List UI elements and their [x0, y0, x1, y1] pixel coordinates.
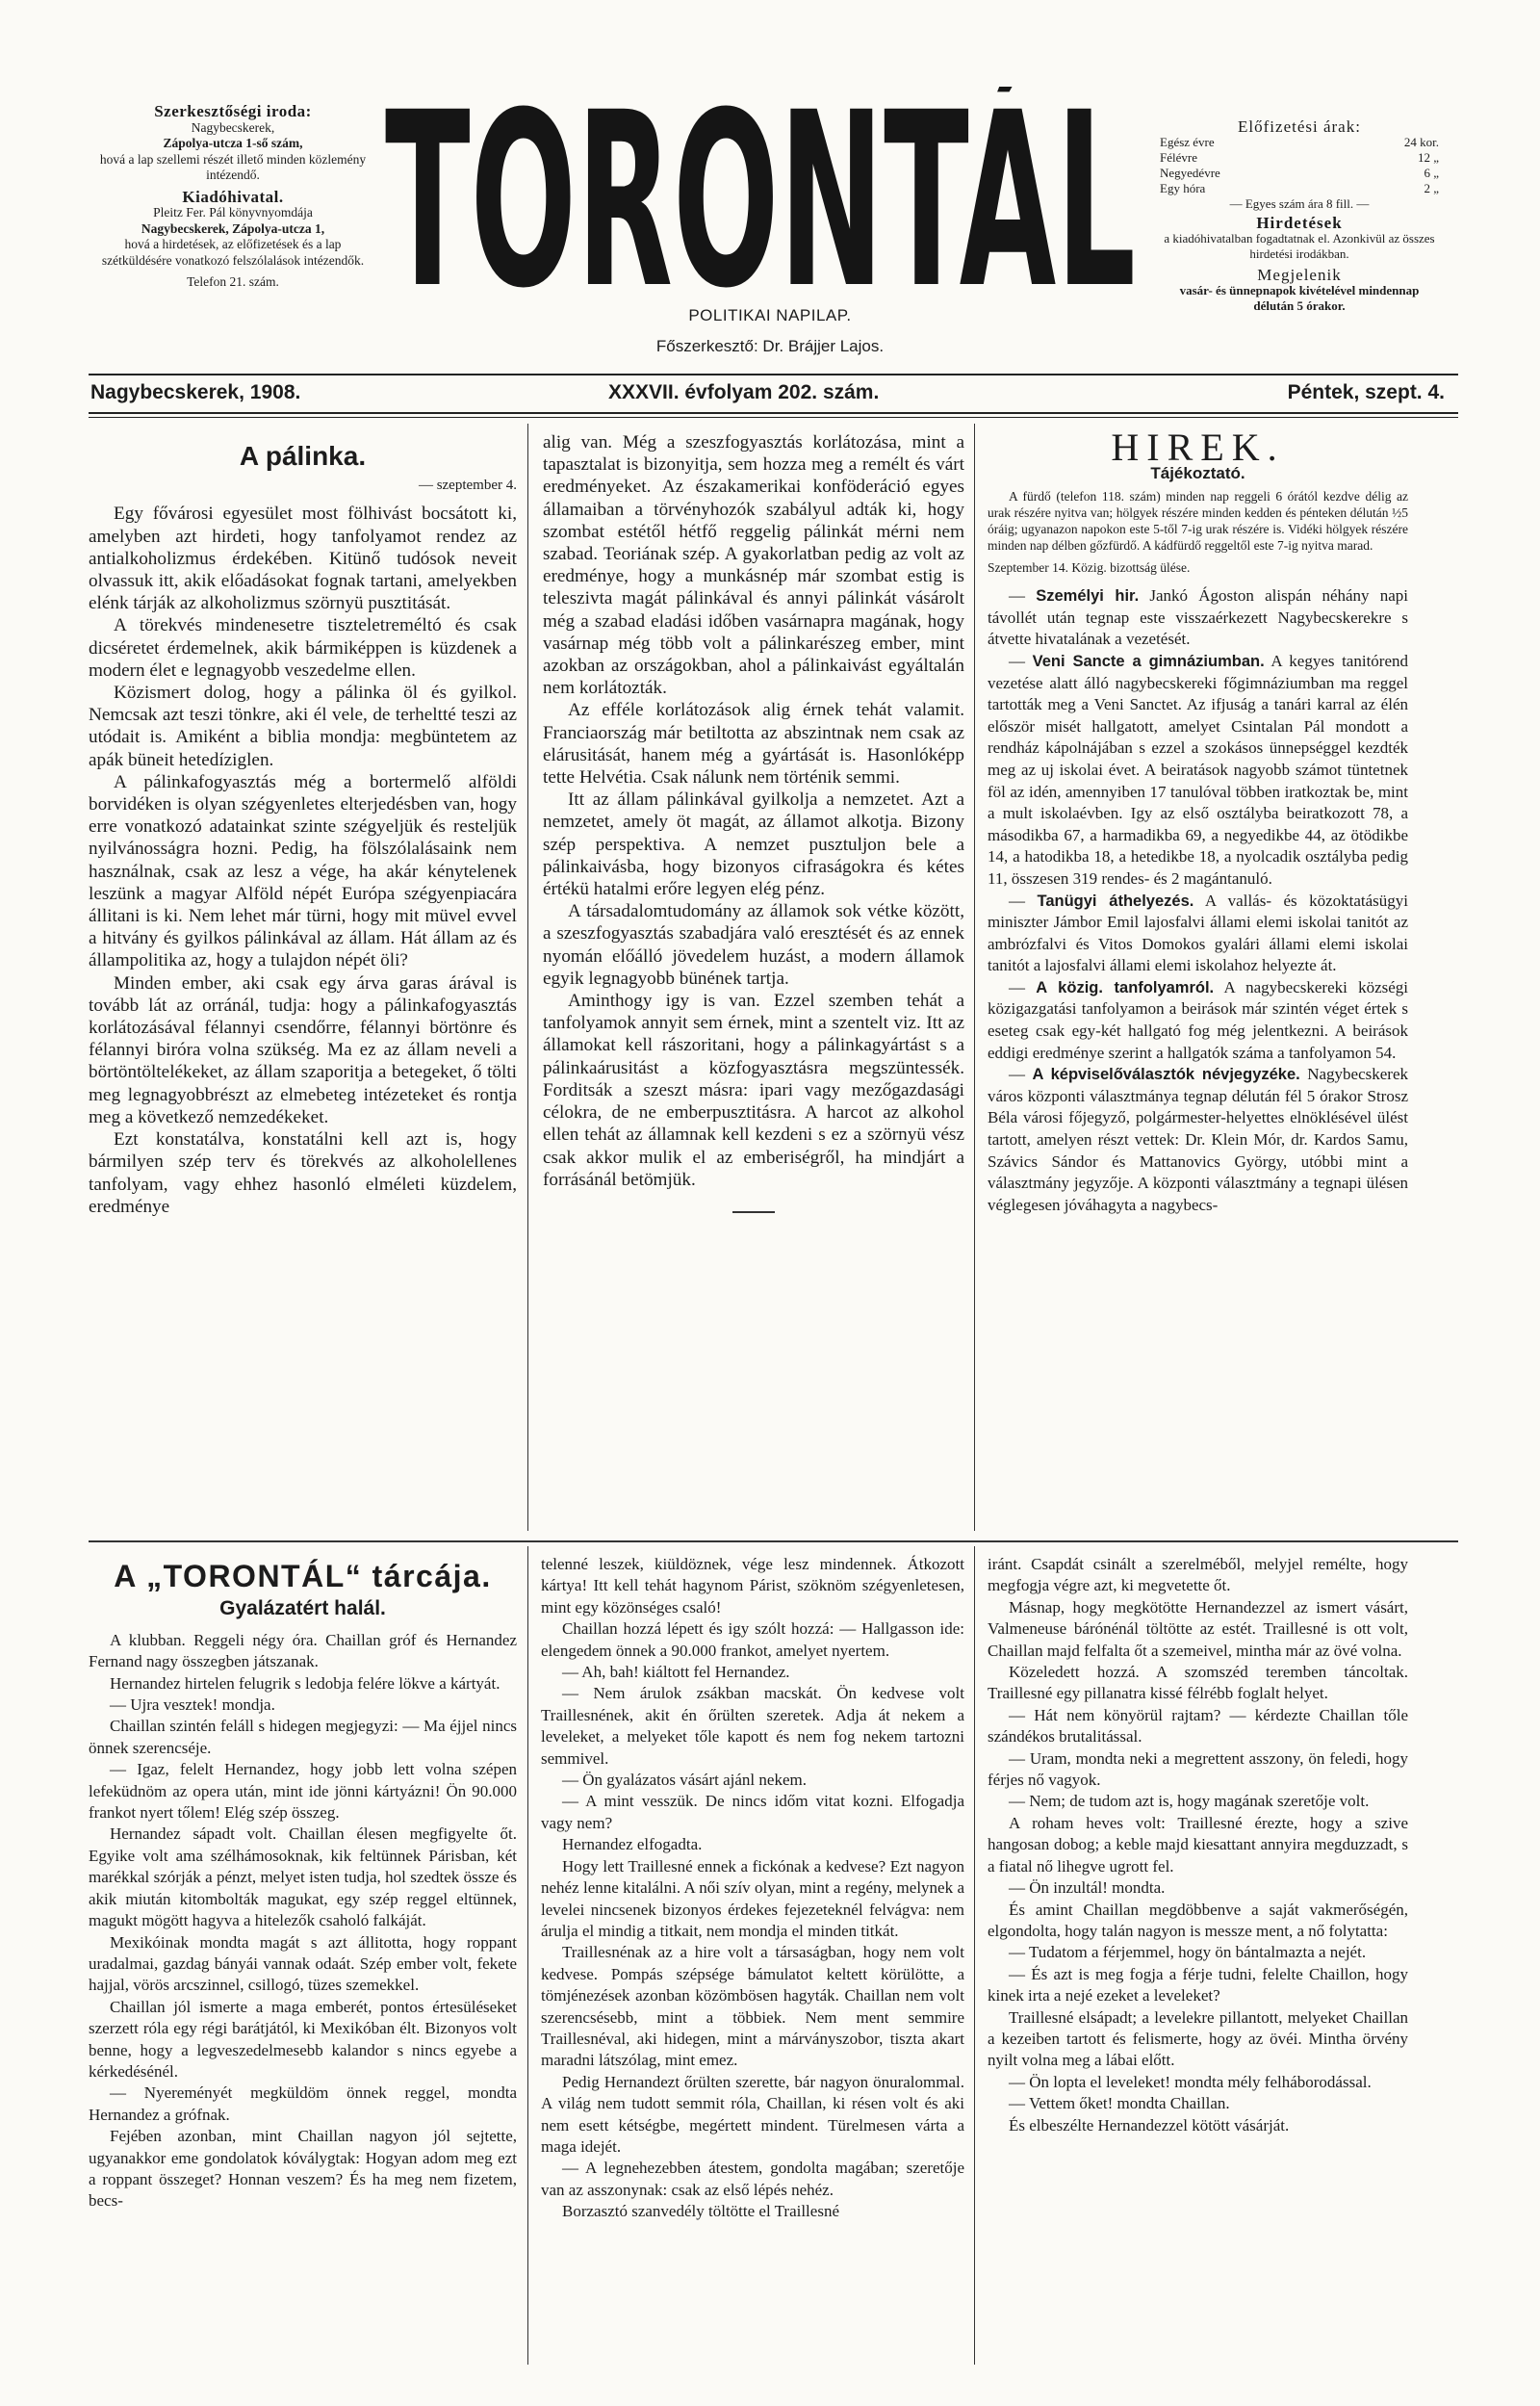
- paragraph: Itt az állam pálinkával gyilkolja a nemzetet. Azt a nemzetet, amely öt magát, az államot alkotja. Bizony szép perspektiva. A nemzet pusztuljon bele a pálinkaivásba, hogy bizonyos cifraságokra és kétes értékü hatalmi erőre legyen elég pénz.: [543, 789, 964, 900]
- feuilleton-col3: [988, 1554, 1408, 2136]
- news-item: — A közig. tanfolyamról. A nagybecskereki községi közigazgatási tanfolyamon a beirások már szintén véget értek s eseteg csak egy-két hallgató fog még jelentkezni. A beirások eddigi eredménye szerint a hallgatók száma a tanfolyamon 54.: [988, 977, 1409, 1062]
- paragraph: — Ujra vesztek! mondja.: [110, 1695, 275, 1715]
- paragraph: A társadalomtudomány az államok sok vétke között, a szeszfogyasztás szabadjára való eresztését és az ennek nyomán előálló jövedelem huzást, a modern államok egyik legnagyobb bünének tartja.: [543, 901, 964, 989]
- news-lead: Személyi hir.: [1036, 587, 1140, 606]
- volume-number: XXXVII. évfolyam 202. szám.: [608, 381, 880, 403]
- top-rule: [89, 374, 1458, 375]
- publisher-office-heading: Kiadóhivatal.: [182, 187, 284, 206]
- paragraph: Hernandez sápadt volt. Chaillan élesen megfigyelte őt. Egyike volt ama szélhámosoknak, kik feltünnek Párisban, két marékkal szórják a pénzt, melyet isten tudja, hol szedtek össze és akik miután kitombolták magukat, egy szép reggel eltünnek, magukt mögött hagyva a hitelezők csaholó falkáját.: [89, 1824, 517, 1930]
- paragraph: Borzasztó szanvedély töltötte el Traillesné: [562, 2202, 839, 2221]
- paragraph: — A legnehezebben átestem, gondolta magában; szeretője van az asszonynak: csak az első lépés nehéz.: [541, 2159, 964, 2199]
- price-row: [1160, 166, 1439, 181]
- news-text: A vallás- és közoktatásügyi miniszter Jámbor Emil lajosfalvi állami elemi iskolai tanitót az ambrózfalvi és Vitos Domokos gyalári állami elemi iskolai tanitót a lajosfalvi állami elemi iskolahoz helyezte át.: [988, 891, 1408, 975]
- paragraph: Másnap, hogy megkötötte Hernandezzel az ismert vásárt, Valmeneuse bárónénál töltötte az estét. Traillesné is ott volt, Chaillan majd felfalta őt a szemeivel, mintha már az övé volna.: [988, 1597, 1408, 1660]
- paragraph: A klubban. Reggeli négy óra. Chaillan gróf és Hernandez Fernand nagy összegben játszanak.: [89, 1630, 517, 1671]
- feuilleton-col2: [541, 1554, 964, 2223]
- paragraph: A roham heves volt: Traillesné érezte, hogy a szive hangosan dobog; a keble majd kiesattant annyira megduzzadt, s a fiatal nő lihegve ugrott fel.: [988, 1813, 1408, 1876]
- article-title: A pálinka.: [239, 441, 367, 471]
- column-divider: [527, 424, 528, 1531]
- paragraph: — Hát nem könyörül rajtam? — kérdezte Chaillan tőle szándékos brutalitással.: [988, 1705, 1408, 1746]
- chief-editor: Főszerkesztő: Dr. Brájjer Lajos.: [655, 337, 885, 355]
- paragraph: Traillesné elsápadt; a levelekre pillantott, melyeket Chaillan a kezeiben tartott és felismerte, hogy az övéi. Mintha örvény nyilt volna meg a lábai előtt.: [988, 2007, 1408, 2070]
- masthead-editorial-info: [89, 104, 377, 291]
- paragraph: A pálinkafogyasztás még a bortermelő alföldi borvidéken is olyan szégyenletes elterjedésben van, hogy erre vonatkozó adatainkat szinte szégyeljük és resteljük nyilvánosságra hozni. Pedig, ha fölszólalásaink nem használnak, csak az lesz a vége, ha akár kénytelenek leszünk a magyar Alföld népét Európa szégyenpiacára állitani is ki. Nem lehet már türni, hogy mit müvel evvel a hitvány és gyilkos pálinkával az állam. Hát állam az és állampolitika az, hogy a tulajdon népét öli?: [89, 771, 517, 971]
- news-item: — Tanügyi áthelyezés. A vallás- és közoktatásügyi miniszter Jámbor Emil lajosfalvi állami elemi iskolai tanitót az ambrózfalvi és Vitos Domokos gyalári állami elemi iskolai tanitót a lajosfalvi állami elemi iskolahoz helyezte át.: [988, 891, 1408, 975]
- column-divider: [527, 1546, 528, 2365]
- appears-note: vasár- és ünnepnapok kivételével mindennap délután 5 órakor.: [1179, 283, 1420, 313]
- masthead-prices: [1160, 119, 1439, 314]
- column-divider: [974, 1546, 975, 2365]
- news-text: Nagybecskerek város központi választmánya tegnap délután fél 5 órakor Strosz Béla városi főjegyző, polgármester-helyettes elnöklésével ülést tartott, amelyen részt vettek: Dr. Klein Mór, dr. Kardos Samu, Szávics Sándor és Mattanovics György, utóbbi mint a választmány jegyzője. A központi választmány a tegnapi ülésen véglegesen jóváhagyta a nagybecs-: [988, 1065, 1408, 1214]
- paragraph: — Ön gyalázatos vásárt ajánl nekem.: [562, 1771, 807, 1790]
- paragraph: Hogy lett Traillesné ennek a fickónak a kedvese? Ezt nagyon nehéz lenne kitalálni. A női szív olyan, mint a regény, melynek a levelei nincsenek bizonyos érdekes fejezeteknél felvágva: nem árulja el mindig a titkait, nem mondja el minden titkát.: [541, 1856, 964, 1940]
- news-text: Jankó Ágoston alispán néhány napi távollét után tegnap este visszaérkezett Nagybecskerekre s átvette hivatalának a vezetését.: [988, 586, 1409, 649]
- paragraph: Az efféle korlátozások alig érnek tehát valamit. Franciaország már betiltotta az abszintnak nem csak az elárusitását, hanem még a gyártását is. Hasonlóképp tette Helvétia. Csak nálunk nem történik semmi.: [543, 700, 964, 789]
- news-title: HIREK.: [1111, 426, 1285, 469]
- paragraph: Hernandez elfogadta.: [562, 1835, 703, 1854]
- paragraph: Mexikóinak mondta magát s azt állitotta, hogy roppant uradalmai, gazdag bányái vannak odaát. Szép ember volt, fekete hajjal, vörös arcszinnel, csillogó, tüzes szemekkel.: [89, 1932, 517, 1995]
- paragraph: Aminthogy igy is van. Ezzel szemben tehát a tanfolyamok annyit sem érnek, mint a szentelt viz. Itt az államokat kell rászoritani, hogy a pálinkagyártást s a pálinkaárusitást a közfogyasztásra megszüntessék. Forditsák a szeszt másra: ipari vagy mezőgazdasági célokra, de ne emberpusztitásra. A harcot az alkohol ellen tehát az államnak kell kezdeni s ez a szörnyü vész csak akkor mulik el az emberiségről, ha mindjárt a forrásánál betömjük.: [543, 991, 964, 1190]
- meeting-note: Szeptember 14. Közig. bizottság ülése.: [988, 560, 1191, 576]
- price-label: Negyedévre: [1160, 166, 1220, 180]
- paragraph: És elbeszélte Hernandezzel kötött vásárját.: [1009, 2115, 1290, 2134]
- appears-heading: Megjelenik: [1257, 266, 1342, 284]
- paragraph: Közeledett hozzá. A szomszéd teremben táncoltak. Traillesné egy pillanatra kissé félrébb foglalt helyet.: [988, 1663, 1408, 1703]
- paragraph: Közismert dolog, hogy a pálinka öl és gyilkol. Nemcsak azt teszi tönkre, aki él vele, de terheltté teszi az utódait is. Amiként a biblia mondja: megbüntetem az apák büneit hetedíziglen.: [89, 683, 517, 770]
- title-logo: [380, 87, 1141, 303]
- paragraph: Minden ember, aki csak egy árva garas árával is tovább lát az orránál, tudja: hogy a pálinkafogyasztás korlátozásával félannyi csendőrre, félannyi börtönre és félannyi biróra volna szükség. Ma ez az állam neveli a börtöntöltelékeket, az állam szaporitja a betegeket, ő tölti meg legnagyobbrészt az elmebeteg intézeteket és rontja meg a következő nemzedékeket.: [89, 972, 517, 1127]
- paragraph: Fejében azonban, mint Chaillan nagyon jól sejtette, ugyanakkor eme gondolatok kóválygtak: Hogyan adom meg ezt a roppant összeget? Honnan veszem? És ha meg nem fizetem, becs-: [89, 2127, 517, 2211]
- editorial-office-heading: Szerkesztőségi iroda:: [154, 102, 312, 120]
- paragraph: Pedig Hernandezt őrülten szerette, bár nagyon önuralommal. A világ nem tudott semmit róla, Chaillan, ki résen volt és aki nem esett kétségbe, megértett mindent. Türelmesen várta a maga idejét.: [541, 2072, 964, 2156]
- publisher-note: hová a hirdetések, az előfizetések és a lap szétküldésére vonatkozó felszólalások intézendők.: [101, 237, 365, 268]
- news-item: — Személyi hir. Jankó Ágoston alispán néhány napi távollét után tegnap este visszaérkezett Nagybecskerekre s átvette hivatalának a vezetését.: [988, 586, 1409, 649]
- subtitle: POLITIKAI NAPILAP.: [688, 306, 852, 324]
- paragraph: És amint Chaillan megdöbbenve a saját vakmerőségén, elgondolta, hogy talán nagyon is messze ment, a nő folytatta:: [988, 1900, 1408, 1940]
- article-palinka-col2: [543, 431, 964, 1219]
- paragraph: telenné leszek, kiüldöznek, vége lesz mindennek. Átkozott kártya! Itt kell tehát hagynom Párist, szöknöm szégyenletesen, mint egy közönséges csaló!: [541, 1555, 964, 1617]
- paragraph: — Ön inzultál! mondta.: [1009, 1878, 1166, 1898]
- title-text: TORONTÁL: [385, 87, 1136, 303]
- weekday-date: Péntek, szept. 4.: [1287, 381, 1445, 403]
- bath-info: [988, 488, 1408, 554]
- publisher-name: Pleitz Fer. Pál könyvnyomdája: [153, 205, 313, 220]
- editorial-note: hová a lap szellemi részét illető minden közlemény intézendő.: [99, 151, 367, 182]
- news-lead: Tanügyi áthelyezés.: [1037, 892, 1194, 910]
- paragraph: — És azt is meg fogja a férje tudni, felelte Chaillon, hogy kinek irta a nejé ezeket a leveleket?: [988, 1964, 1408, 2005]
- paragraph: A törekvés mindenesetre tiszteletreméltó és csak dicséretet érdemelnek, akik bármiképpen is küzdenek a modern élet e legnagyobb veszedelme ellen.: [89, 615, 517, 681]
- column-divider: [974, 424, 975, 1531]
- price-label: Félévre: [1160, 150, 1197, 165]
- paragraph: — Ah, bah! kiáltott fel Hernandez.: [562, 1663, 790, 1682]
- paragraph: Hernandez hirtelen felugrik s ledobja felére lökve a kártyát.: [110, 1673, 500, 1693]
- paragraph: — A mint vesszük. De nincs időm vitat kozni. Elfogadja vagy nem?: [541, 1792, 964, 1832]
- paragraph: iránt. Csapdát csinált a szerelméből, melyjel remélte, hogy megfogja végre azt, ki megvetette őt.: [988, 1555, 1408, 1595]
- phone-number: Telefon 21. szám.: [187, 274, 279, 289]
- price-value: 6 „: [1424, 166, 1439, 180]
- news-text: A kegyes tanitórend vezetése alatt álló nagybecskereki főgimnáziumban ma reggel tartották meg a Veni Sanctet. Az ifjuság a tanári karral az élén először misét hallgatott, amelyet Csintalan Pál mondott a rendház kápolnájában s ezzel a szokásos ünnepséggel kezdték meg az uj iskolai évet. A beiratások nagyobb számot tüntetnek föl az idén, amennyiben 17 tanulóval többen iratkoztak be, mint a mult iskolaévben. Igy az első osztályba beiratkozott 78, a másodikba 67, a harmadikba 69, a negyedikbe 44, az ötödikbe 14, a hatodikba 18, a hetedikbe 18, a nyolcadik osztályba pedig 11, összesen 319 rendes- és 2 magántanuló.: [988, 651, 1408, 888]
- editorial-city: Nagybecskerek,: [191, 119, 275, 135]
- date-bar: [89, 377, 1458, 408]
- feuilleton-separator: [89, 1540, 1458, 1542]
- publisher-address: Nagybecskerek, Zápolya-utcza 1,: [141, 220, 325, 236]
- news-lead: Veni Sancte a gimnáziumban.: [1032, 652, 1265, 670]
- article-dateline: — szeptember 4.: [418, 478, 517, 494]
- news-item: — Veni Sancte a gimnáziumban. A kegyes tanitórend vezetése alatt álló nagybecskereki főgimnáziumban ma reggel tartották meg a Veni Sanctet. Az ifjuság a tanári karral az élén először misét hallgatott, amelyet Csintalan Pál mondott a rendház kápolnájában s ezzel a szokásos ünnepséggel kezdték meg az uj iskolai évet. A beiratások nagyobb számot tüntetnek föl az idén, amennyiben 17 tanulóval többen iratkoztak be, mint a mult iskolaévben. Igy az első osztályba beiratkozott 78, a másodikba 67, a harmadikba 69, a negyedikbe 44, az ötödikbe 14, a hatodikba 18, a hetedikbe 18, a nyolcadik osztályba pedig 11, összesen 319 rendes- és 2 magántanuló.: [988, 651, 1408, 888]
- price-value: 24 kor.: [1403, 135, 1439, 149]
- paragraph: Chaillan hozzá lépett és igy szólt hozzá: — Hallgasson ide: elengedem önnek a 90.000 frankot, amelyet nyertem.: [541, 1619, 964, 1660]
- price-value: 2 „: [1424, 181, 1439, 195]
- paragraph: Chaillan szintén feláll s hidegen megjegyzi: — Ma éjjel nincs önnek szerencséje.: [89, 1717, 517, 1757]
- feuilleton-header: A „TORONTÁL“ tárcája.: [114, 1559, 492, 1593]
- feuilleton-title: Gyalázatért halál.: [219, 1597, 386, 1620]
- price-row: [1160, 181, 1439, 196]
- paragraph: — Nem; de tudom azt is, hogy magának szeretője volt.: [1009, 1792, 1370, 1811]
- bottom-rule: [89, 412, 1458, 414]
- price-label: Egész évre: [1160, 135, 1215, 149]
- end-mark: [543, 1197, 964, 1219]
- feuilleton-col1: [89, 1546, 517, 2212]
- bottom-rule-thin: [89, 417, 1458, 418]
- news-text: A nagybecskereki községi közigazgatási tanfolyamon a beirások már szintén véget értek s eseteg csak egy-két hallgató fog még jelentkezni. A beirások eddigi eredménye szerint a hallgatók száma a tanfolyamon 54.: [988, 977, 1409, 1062]
- paragraph: A fürdő (telefon 118. szám) minden nap reggeli 6 órától kezdve délig az urak részére nyitva van; hölgyek részére minden kedden és pénteken délután ½5 óráig; ugyanazon napokon este 5-től 7-ig urak részére is. Vidéki hölgyek részére minden nap délben gőzfürdő. A kádfürdő reggeltől este 7-ig nyitva marad.: [988, 489, 1408, 554]
- prices-heading: Előfizetési árak:: [1238, 117, 1361, 136]
- paragraph: — Igaz, felelt Hernandez, hogy jobb lett volna szépen lefeküdnöm az opera után, mint ide jönni kártyázni! Ön 90.000 frankot nyert tőlem! Elég szép összeg.: [89, 1760, 517, 1823]
- article-palinka-col1: [89, 424, 517, 1218]
- paragraph: — Tudatom a férjemmel, hogy ön bántalmazta a nejét.: [1009, 1943, 1367, 1962]
- paragraph: Chaillan jól ismerte a maga emberét, pontos értesüléseket szerzett róla egy régi barátjától, ki Mexikóban élt. Bizonyos volt benne, hogy a legveszedelmesebb kalandor s nincs egyebe a kérkedésénél.: [89, 1997, 517, 2081]
- news-column: [988, 424, 1408, 1216]
- paragraph: — Ön lopta el leveleket! mondta mély felháborodással.: [1009, 2072, 1372, 2091]
- news-subhead: Tájékoztató.: [1150, 463, 1245, 482]
- ads-heading: Hirdetések: [1256, 214, 1343, 232]
- paragraph: Traillesnénak az a hire volt a társaságban, hogy nem volt kedvese. Pompás szépsége bámulatot keltett körülötte, a tömjénezések azonban közömbösen hagyták. Chaillan nem volt szerencsésebb, mint a többiek. Nem ment semmire Traillesnéval, aki hidegen, mint a márványszobor, tiszta akart maradni látszólag, mint emez.: [541, 1943, 964, 2070]
- news-item: — A képviselőválasztók névjegyzéke. Nagybecskerek város központi választmánya tegnap délután fél 5 órakor Strosz Béla városi főjegyző, polgármester-helyettes elnöklésével ülést tartott, amelyen részt vettek: Dr. Klein Mór, dr. Kardos Samu, Szávics Sándor és Mattanovics György, utóbbi mint a választmány jegyzője. A központi választmány a tegnapi ülésen véglegesen jóváhagyta a nagybecs-: [988, 1065, 1408, 1214]
- news-lead: A közig. tanfolyamról.: [1036, 978, 1215, 996]
- price-value: 12 „: [1417, 150, 1439, 165]
- newspaper-title: [380, 87, 1141, 303]
- price-label: Egy hóra: [1160, 181, 1206, 195]
- paragraph: — Nem árulok zsákban macskát. Ön kedvese volt Traillesnének, akit én őrülten szeretek. Adja át nekem a leveleket, a melyeket tőle kapott és nem fog nekem tartozni semmivel.: [541, 1684, 964, 1768]
- paragraph: Egy fővárosi egyesület most fölhivást bocsátott ki, amelyben azt hirdeti, hogy tanfolyamot rendez az antialkoholizmus érdekében. Kitünő tudósok neveit olvassuk itt, akik előadásokat fognak tartani, amelyekben elénk tárják az alkoholizmus szörnyü pusztitását.: [89, 504, 517, 614]
- paragraph: Ezt konstatálva, konstatálni kell azt is, hogy bármilyen szép terv és törekvés az alkoholellenes tanfolyam, vagy ehhez hasonló elméleti küzdelem, eredménye: [89, 1129, 517, 1217]
- news-lead: A képviselőválasztók névjegyzéke.: [1032, 1066, 1300, 1084]
- editorial-street: Zápolya-utcza 1-ső szám,: [163, 136, 303, 150]
- paragraph: alig van. Még a szeszfogyasztás korlátozása, mint a tapasztalat is bizonyitja, sem hozza meg a remélt és várt eredményeket. Az északamerikai konföderáció egyes államaiban a törvényhozók szabályul adták ki, hogy szombat estétől hétfő reggelig pálinkát mérni nem szabad. Teoriának szép. A gyakorlatban pedig az volt az eredménye, hogy a munkásnép már szombat estig is teleszivta magát pálinkával és annyi pálinkát vásárolt még a szabad eladási időben vasárnapra magának, hogy vasárnap még több volt a pálinkarészeg ember, mint azokban az országokban, ahol a pálinkaivást egyáltalán nem korlátozták.: [543, 432, 964, 699]
- paragraph: — Nyereményét megküldöm önnek reggel, mondta Hernandez a grófnak.: [89, 2083, 517, 2124]
- paragraph: — Uram, mondta neki a megrettent asszony, ön feledi, hogy férjes nő vagyok.: [988, 1748, 1408, 1790]
- ads-note: a kiadóhivatalban fogadtatnak el. Azonkivül az összes hirdetési irodákban.: [1164, 231, 1435, 261]
- price-row: [1160, 150, 1439, 166]
- place-year: Nagybecskerek, 1908.: [90, 381, 301, 403]
- paragraph: — Vettem őket! mondta Chaillan.: [1009, 2094, 1230, 2113]
- single-copy-price: — Egyes szám ára 8 fill. —: [1229, 196, 1370, 211]
- price-row: [1160, 135, 1439, 150]
